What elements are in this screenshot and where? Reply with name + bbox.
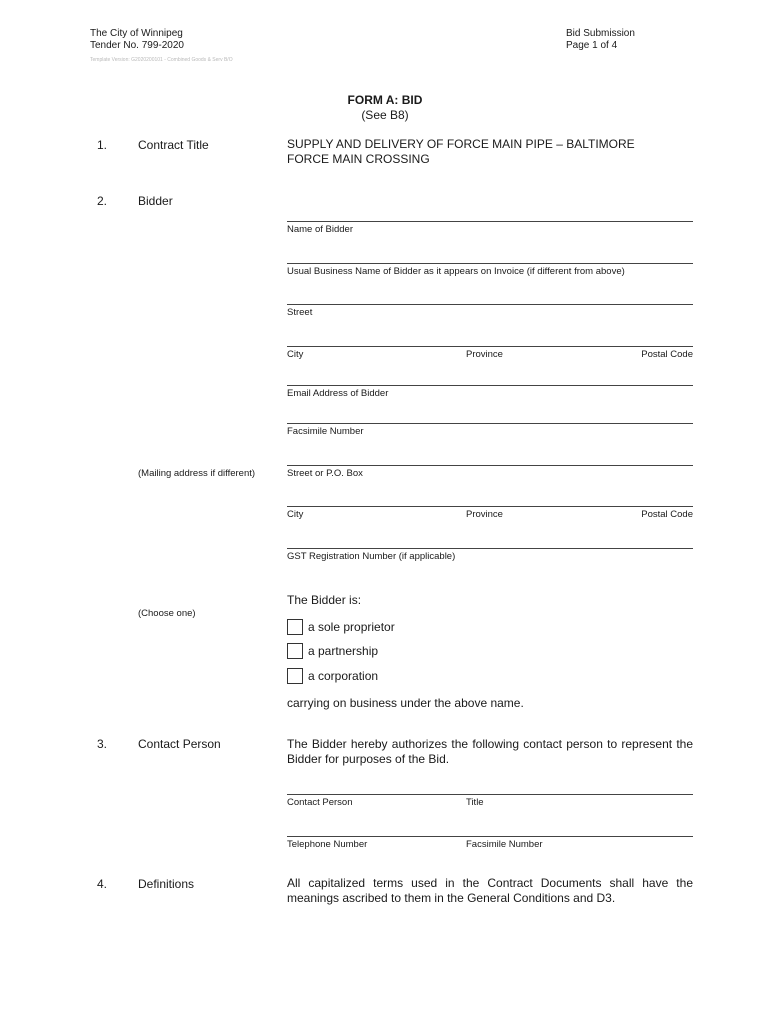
corporation-checkbox[interactable] xyxy=(287,668,303,684)
contact-fax-label: Facsimile Number xyxy=(466,839,543,850)
form-title: FORM A: BID xyxy=(347,93,423,107)
mailing-street-line[interactable] xyxy=(287,465,693,466)
partnership-checkbox[interactable] xyxy=(287,643,303,659)
bidder-name-label: Name of Bidder xyxy=(287,224,354,235)
section-1-number: 1. xyxy=(97,138,108,152)
city-label: City xyxy=(287,349,304,360)
form-subtitle: (See B8) xyxy=(361,108,409,122)
section-3-label: Contact Person xyxy=(138,737,221,751)
bidder-name-line[interactable] xyxy=(287,221,693,222)
province-label: Province xyxy=(466,349,503,360)
contract-title-value: SUPPLY AND DELIVERY OF FORCE MAIN PIPE – BALTIMORE FORCE MAIN CROSSING xyxy=(287,137,635,166)
contact-person-label: Contact Person xyxy=(287,797,353,808)
mailing-street-label: Street or P.O. Box xyxy=(287,468,363,479)
definitions-text: All capitalized terms used in the Contract Documents shall have the meanings ascribed to them in the General Conditions and D3. xyxy=(287,876,693,905)
fax-line[interactable] xyxy=(287,423,693,424)
carrying-on-text: carrying on business under the above name. xyxy=(287,696,524,710)
mailing-city-line[interactable] xyxy=(287,506,693,507)
telephone-number-label: Telephone Number xyxy=(287,839,368,850)
email-line[interactable] xyxy=(287,385,693,386)
header-city: The City of Winnipeg xyxy=(90,28,183,39)
sole-proprietor-checkbox[interactable] xyxy=(287,619,303,635)
section-4-label: Definitions xyxy=(138,877,195,891)
mailing-province-label: Province xyxy=(466,509,503,520)
section-2-label: Bidder xyxy=(138,194,173,208)
partnership-label: a partnership xyxy=(308,644,379,658)
mailing-postal-label: Postal Code xyxy=(641,509,693,520)
header-bid-submission: Bid Submission xyxy=(566,28,635,39)
fax-label: Facsimile Number xyxy=(287,426,364,437)
business-name-line[interactable] xyxy=(287,263,693,264)
sole-proprietor-label: a sole proprietor xyxy=(308,620,395,634)
street-label: Street xyxy=(287,307,313,318)
mailing-city-label: City xyxy=(287,509,304,520)
choose-one-label: (Choose one) xyxy=(138,608,196,619)
contact-phone-line[interactable] xyxy=(287,836,693,837)
header-tender-number: Tender No. 799-2020 xyxy=(90,40,184,51)
contact-person-line[interactable] xyxy=(287,794,693,795)
business-name-label: Usual Business Name of Bidder as it appears on Invoice (if different from above) xyxy=(287,266,625,277)
bidder-is-text: The Bidder is: xyxy=(287,593,362,607)
street-line[interactable] xyxy=(287,304,693,305)
mailing-address-label: (Mailing address if different) xyxy=(138,468,256,479)
gst-line[interactable] xyxy=(287,548,693,549)
section-3-number: 3. xyxy=(97,737,108,751)
corporation-label: a corporation xyxy=(308,669,379,683)
section-1-label: Contract Title xyxy=(138,138,209,152)
header-page-number: Page 1 of 4 xyxy=(566,40,618,51)
email-label: Email Address of Bidder xyxy=(287,388,389,399)
contact-title-label: Title xyxy=(466,797,484,808)
section-2-number: 2. xyxy=(97,194,108,208)
header-template-version: Template Version: G2020200101 - Combined Goods & Serv B/O xyxy=(90,57,233,63)
gst-label: GST Registration Number (if applicable) xyxy=(287,551,456,562)
city-province-postal-line[interactable] xyxy=(287,346,693,347)
contact-person-text: The Bidder hereby authorizes the following contact person to represent the Bidder for purposes of the Bid. xyxy=(287,737,693,766)
postal-code-label: Postal Code xyxy=(641,349,693,360)
section-4-number: 4. xyxy=(97,877,108,891)
